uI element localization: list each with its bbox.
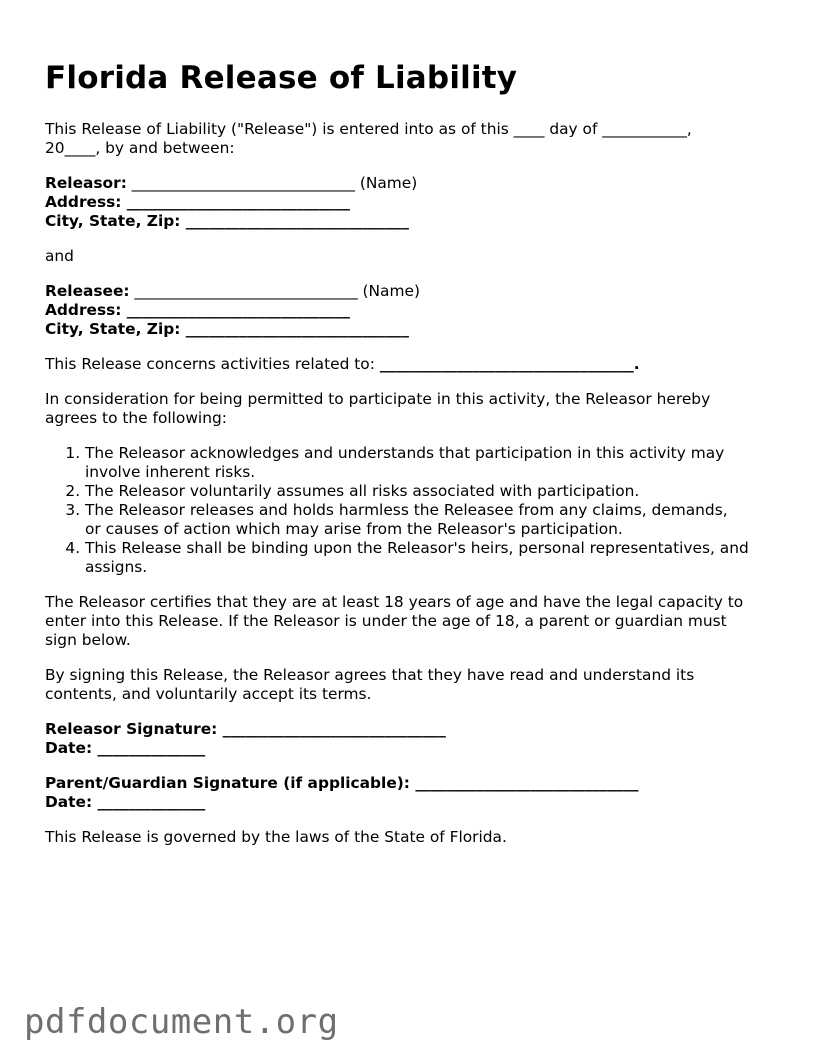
releasor-city-field[interactable]: _____________________________ [180, 212, 409, 230]
releasee-city-label: City, State, Zip: [45, 320, 181, 338]
releasee-name-field[interactable]: _____________________________ (Name) [129, 282, 420, 300]
releasor-date-field[interactable]: Date: ______________ [45, 739, 206, 757]
releasor-address-line [45, 193, 785, 212]
releasee-address-field[interactable]: _____________________________ [121, 301, 350, 319]
releasor-city-label: City, State, Zip: [45, 212, 181, 230]
certification-line-3: sign below. [45, 631, 131, 649]
governing-law-paragraph [45, 828, 785, 847]
certification-paragraph [45, 593, 785, 650]
activity-paragraph [45, 355, 785, 374]
releasor-name-label: Releasor: [45, 174, 127, 192]
term-3-line-1: The Releasor releases and holds harmless the Releasee from any claims, demands, [85, 501, 728, 519]
term-2-line-1: The Releasor voluntarily assumes all risks associated with participation. [85, 482, 640, 500]
list-item [85, 539, 785, 577]
term-3-line-2: or causes of action which may arise from the Releasor's participation. [85, 520, 623, 538]
document-title: Florida Release of Liability [45, 60, 518, 96]
releasee-name-label: Releasee: [45, 282, 130, 300]
consideration-line-2: agrees to the following: [45, 409, 227, 427]
releasee-name-line [45, 282, 785, 301]
activity-line [45, 355, 785, 374]
releasor-city-line [45, 212, 785, 231]
list-item [85, 444, 785, 482]
term-4-line-1: This Release shall be binding upon the Releasor's heirs, personal representatives, and [85, 539, 749, 557]
releasee-city-line [45, 320, 785, 339]
list-item [85, 501, 785, 539]
intro-line-2: 20____, by and between: [45, 139, 235, 157]
intro-line-1: This Release of Liability ("Release") is entered into as of this ____ day of ___________, [45, 120, 692, 138]
consideration-paragraph [45, 390, 785, 428]
term-1-line-2: involve inherent risks. [85, 463, 256, 481]
agreement-line-1: By signing this Release, the Releasor agrees that they have read and understand its [45, 666, 695, 684]
guardian-date-field[interactable]: Date: ______________ [45, 793, 206, 811]
term-1-line-1: The Releasor acknowledges and understands that participation in this activity may [85, 444, 725, 462]
agreement-line-2: contents, and voluntarily accept its terms. [45, 685, 372, 703]
and-text: and [45, 247, 74, 265]
guardian-signature-field[interactable]: Parent/Guardian Signature (if applicable): _____________________________ [45, 774, 639, 792]
guardian-signature-section [45, 774, 785, 812]
releasor-section [45, 174, 785, 231]
consideration-line-1: In consideration for being permitted to participate in this activity, the Releasor hereby [45, 390, 711, 408]
releasor-signature-field[interactable]: Releasor Signature: _____________________________ [45, 720, 446, 738]
watermark-text: pdfdocument.org [24, 1002, 339, 1042]
terms-list [45, 444, 785, 577]
releasor-address-field[interactable]: _____________________________ [121, 193, 350, 211]
releasor-name-line [45, 174, 785, 193]
governing-law-text: This Release is governed by the laws of the State of Florida. [45, 828, 507, 846]
releasee-city-field[interactable]: _____________________________ [180, 320, 409, 338]
releasor-name-field[interactable]: _____________________________ (Name) [126, 174, 418, 192]
activity-text: This Release concerns activities related to: [45, 355, 380, 373]
certification-line-2: enter into this Release. If the Releasor is under the age of 18, a parent or guardian must [45, 612, 727, 630]
releasee-section [45, 282, 785, 339]
intro-paragraph [45, 120, 785, 158]
releasor-address-label: Address: [45, 193, 122, 211]
certification-line-1: The Releasor certifies that they are at least 18 years of age and have the legal capacity to [45, 593, 744, 611]
agreement-paragraph [45, 666, 785, 704]
releasee-address-line [45, 301, 785, 320]
activity-field[interactable]: _________________________________. [379, 355, 640, 373]
and-separator [45, 247, 785, 266]
list-item [85, 482, 785, 501]
term-4-line-2: assigns. [85, 558, 148, 576]
releasor-signature-section [45, 720, 785, 758]
releasee-address-label: Address: [45, 301, 122, 319]
document-page [45, 58, 785, 863]
